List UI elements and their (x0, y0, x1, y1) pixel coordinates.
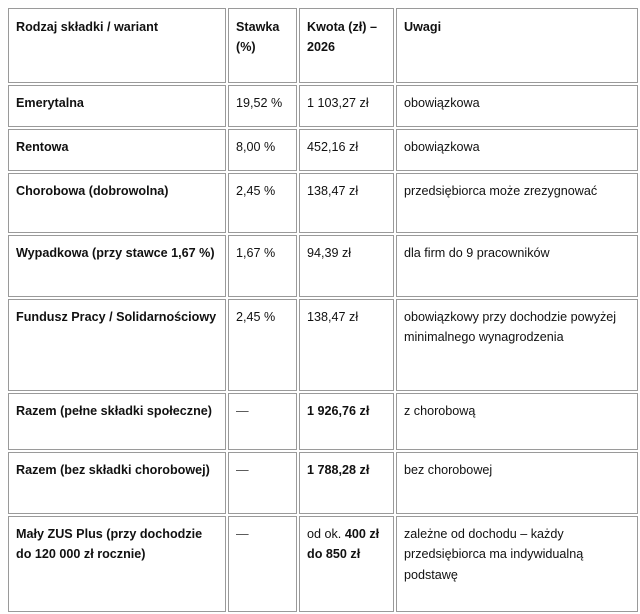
table-row (8, 452, 638, 514)
table-header (8, 8, 638, 83)
row-amount: 452,16 zł (299, 129, 394, 171)
column-header-rate (228, 8, 297, 83)
row-rate: 8,00 % (228, 129, 297, 171)
row-rate: — (228, 516, 297, 612)
row-note: przedsiębiorca może zrezygnować (396, 173, 638, 233)
row-note: obowiązkowa (396, 85, 638, 127)
table-row (8, 393, 638, 450)
row-rate: 2,45 % (228, 173, 297, 233)
table-header-row (8, 8, 638, 83)
table-row (8, 299, 638, 391)
row-rate: — (228, 452, 297, 514)
row-amount: 138,47 zł (299, 299, 394, 391)
zus-contributions-table (6, 6, 640, 614)
row-amount-range: 400 zł do 850 zł (307, 527, 380, 562)
table-row (8, 235, 638, 297)
table-row (8, 516, 638, 612)
table-row (8, 173, 638, 233)
row-label: Razem (bez składki chorobowej) (8, 452, 226, 514)
column-header-amount-line2: 2026 (307, 40, 336, 55)
row-rate: 1,67 % (228, 235, 297, 297)
row-label: Rentowa (8, 129, 226, 171)
column-header-notes: Uwagi (396, 8, 638, 83)
row-amount: 94,39 zł (299, 235, 394, 297)
row-note: zależne od dochodu – każdy przedsiębiorca ma indywidualną podstawę (396, 516, 638, 612)
table-row (8, 85, 638, 127)
row-amount-prefix: od ok. (307, 527, 345, 541)
row-label: Fundusz Pracy / Solidarnościowy (8, 299, 226, 391)
row-note: dla firm do 9 pracowników (396, 235, 638, 297)
table-row (8, 129, 638, 171)
row-label: Razem (pełne składki społeczne) (8, 393, 226, 450)
row-amount: 1 926,76 zł (299, 393, 394, 450)
row-label: Chorobowa (dobrowolna) (8, 173, 226, 233)
table-body (8, 85, 638, 612)
row-amount (299, 516, 394, 612)
column-header-amount (299, 8, 394, 83)
row-label: Mały ZUS Plus (przy dochodzie do 120 000 zł rocznie) (8, 516, 226, 612)
row-label: Emerytalna (8, 85, 226, 127)
row-amount: 1 788,28 zł (299, 452, 394, 514)
row-rate: — (228, 393, 297, 450)
column-header-type: Rodzaj składki / wariant (8, 8, 226, 83)
row-note: z chorobową (396, 393, 638, 450)
column-header-rate-line1: Stawka (236, 20, 280, 34)
zus-contributions-table-wrapper (6, 6, 634, 614)
row-label: Wypadkowa (przy stawce 1,67 %) (8, 235, 226, 297)
row-amount: 1 103,27 zł (299, 85, 394, 127)
row-rate: 19,52 % (228, 85, 297, 127)
row-rate: 2,45 % (228, 299, 297, 391)
row-note: bez chorobowej (396, 452, 638, 514)
row-note: obowiązkowy przy dochodzie powyżej minimalnego wynagrodzenia (396, 299, 638, 391)
column-header-rate-line2: (%) (236, 40, 256, 55)
row-amount: 138,47 zł (299, 173, 394, 233)
column-header-amount-line1: Kwota (zł) – (307, 20, 377, 34)
row-note: obowiązkowa (396, 129, 638, 171)
